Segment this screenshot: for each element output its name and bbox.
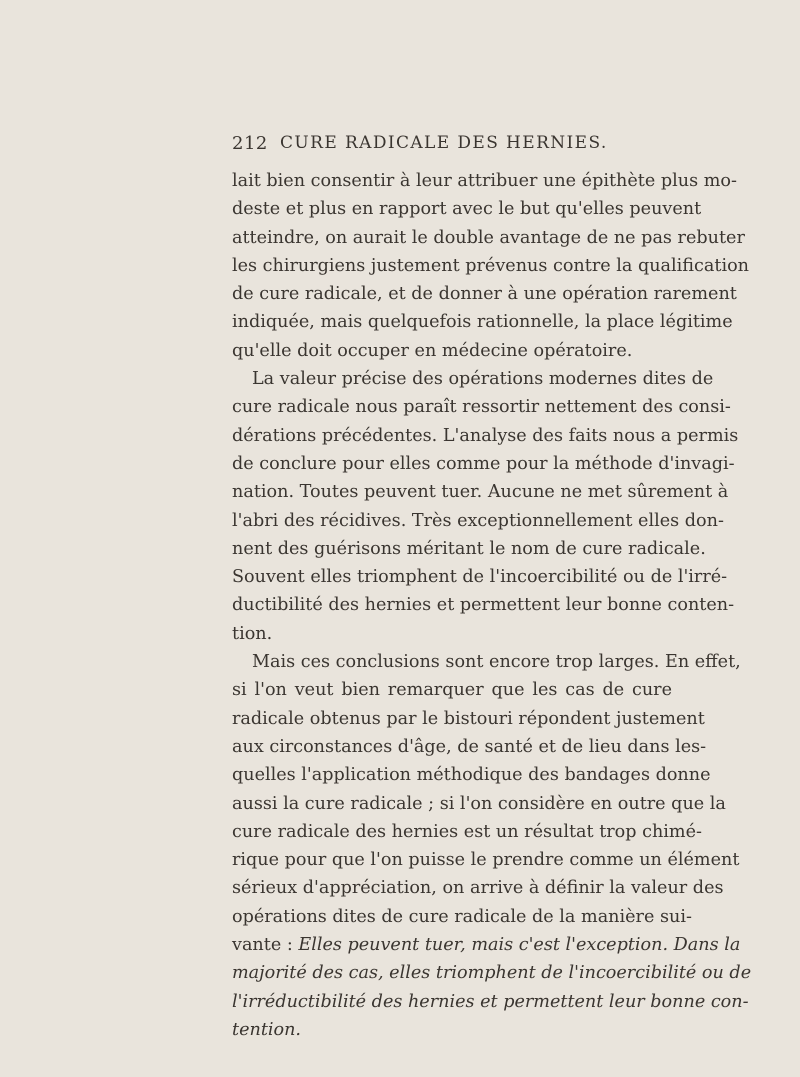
text-line: dérations précédentes. L'analyse des faits nous a permis [232, 425, 739, 446]
text-line: rique pour que l'on puisse le prendre comme un élément [232, 850, 740, 871]
page-header [232, 133, 672, 157]
text-line: Mais ces conclusions sont encore trop larges. En effet, [252, 652, 741, 673]
text-line: majorité des cas, elles triomphent de l'incoercibilité ou de [232, 963, 752, 984]
text-line: Souvent elles triomphent de l'incoercibilité ou de l'irré- [232, 567, 728, 588]
text-line: si l'on veut bien remarquer que les cas de cure [232, 680, 672, 701]
text-line: sérieux d'appréciation, on arrive à définir la valeur des [232, 878, 724, 899]
text-line: vante : Elles peuvent tuer, mais c'est l'exception. Dans la [232, 935, 741, 956]
text-line: quelles l'application méthodique des bandages donne [232, 765, 711, 786]
text-line: indiquée, mais quelquefois rationnelle, la place légitime [232, 312, 733, 333]
text-line: cure radicale nous paraît ressortir nettement des consi- [232, 397, 731, 418]
body-text [232, 167, 752, 1044]
text-line: qu'elle doit occuper en médecine opératoire. [232, 340, 633, 361]
text-line: cure radicale des hernies est un résultat trop chimé- [232, 821, 702, 842]
text-line: opérations dites de cure radicale de la manière sui- [232, 906, 692, 927]
text-line: nent des guérisons méritant le nom de cure radicale. [232, 538, 706, 559]
running-title: CURE RADICALE DES HERNIES. [280, 133, 608, 153]
text-line: ductibilité des hernies et permettent leur bonne conten- [232, 595, 735, 616]
text-line: aux circonstances d'âge, de santé et de lieu dans les- [232, 736, 707, 757]
text-line: de cure radicale, et de donner à une opération rarement [232, 284, 737, 305]
text-line: deste et plus en rapport avec le but qu'elles peuvent [232, 199, 702, 220]
text-line: tention. [232, 1019, 302, 1040]
page-number: 212 [232, 133, 268, 154]
text-line: nation. Toutes peuvent tuer. Aucune ne met sûrement à [232, 482, 729, 503]
text-line: La valeur précise des opérations modernes dites de [252, 369, 714, 390]
text-line: radicale obtenus par le bistouri répondent justement [232, 708, 705, 729]
text-line: tion. [232, 623, 273, 644]
paragraph [232, 365, 739, 648]
paragraph [232, 167, 749, 365]
text-line: lait bien consentir à leur attribuer une épithète plus mo- [232, 171, 737, 191]
text-line: les chirurgiens justement prévenus contre la qualification [232, 255, 749, 276]
text-line: aussi la cure radicale ; si l'on considère en outre que la [232, 793, 726, 814]
text-line: de conclure pour elles comme pour la méthode d'invagi- [232, 453, 735, 474]
paragraph [232, 648, 752, 1044]
text-line: atteindre, on aurait le double avantage de ne pas rebuter [232, 227, 745, 248]
text-line: l'abri des récidives. Très exceptionnellement elles don- [232, 510, 724, 531]
text-line: l'irréductibilité des hernies et permettent leur bonne con- [232, 991, 749, 1012]
